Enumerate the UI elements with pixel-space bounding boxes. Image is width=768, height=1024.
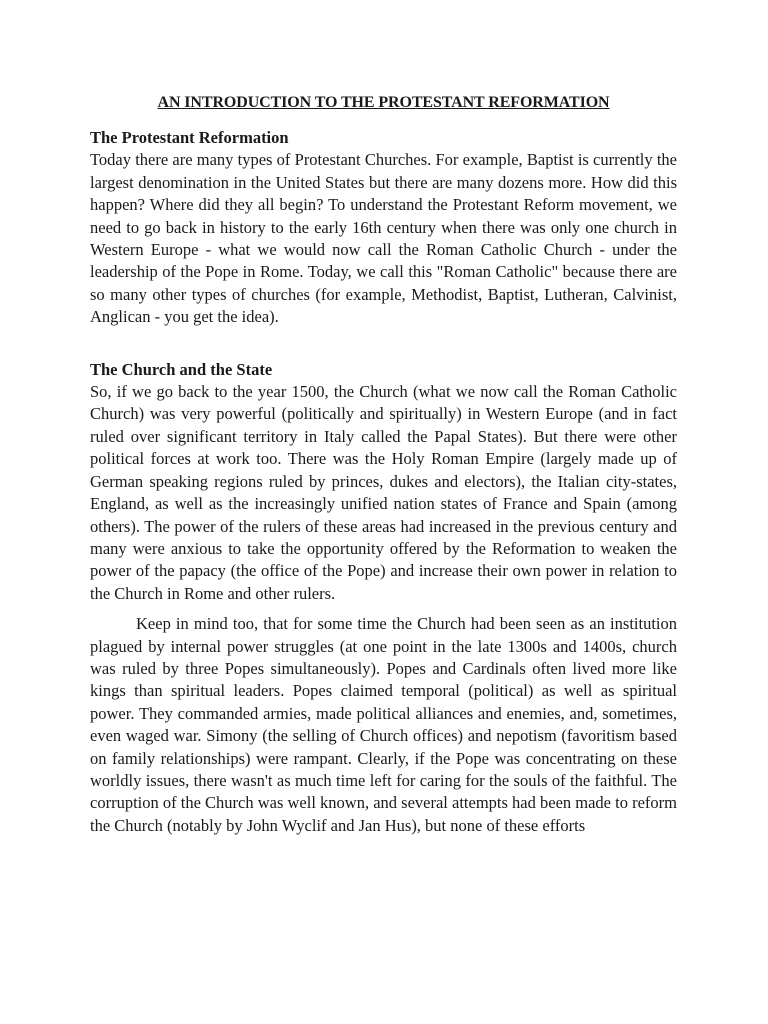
document-body bbox=[90, 92, 677, 837]
document-title: AN INTRODUCTION TO THE PROTESTANT REFORMATION bbox=[157, 94, 610, 111]
paragraph-protestant-reformation: Today there are many types of Protestant Churches. For example, Baptist is currently the largest denomination in the United States but there are many dozens more. How did this happen? Where did they all begin? To understand the Protestant Reform movement, we need to go back in history to the early 16th century when there was only one church in Western Europe - what we would now call the Roman Catholic Church - under the leadership of the Pope in Rome. Today, we call this "Roman Catholic" because there are so many other types of churches (for example, Methodist, Baptist, Lutheran, Calvinist, Anglican - you get the idea). bbox=[90, 150, 677, 327]
paragraph-spacer bbox=[90, 605, 677, 613]
section-spacer bbox=[90, 329, 677, 359]
section-heading-protestant-reformation: The Protestant Reformation bbox=[90, 128, 289, 147]
paragraph-church-and-state-1: So, if we go back to the year 1500, the Church (what we now call the Roman Catholic Church) was very powerful (politically and spiritually) in Western Europe (and in fact ruled over significant territory in Italy called the Papal States). But there were other political forces at work too. There was the Holy Roman Empire (largely made up of German speaking regions ruled by princes, dukes and electors), the Italian city-states, England, as well as the increasingly unified nation states of France and Spain (among others). The power of the rulers of these areas had increased in the previous century and many were anxious to take the opportunity offered by the Reformation to weaken the power of the papacy (the office of the Pope) and increase their own power in relation to the Church in Rome and other rulers. bbox=[90, 382, 677, 603]
paragraph-church-and-state-2: Keep in mind too, that for some time the Church had been seen as an institution plagued by internal power struggles (at one point in the late 1300s and 1400s, church was ruled by three Popes simultaneously). Popes and Cardinals often lived more like kings than spiritual leaders. Popes claimed temporal (political) as well as spiritual power. They commanded armies, made political alliances and enemies, and, sometimes, even waged war. Simony (the selling of Church offices) and nepotism (favoritism based on family relationships) were rampant. Clearly, if the Pope was concentrating on these worldly issues, there wasn't as much time left for caring for the souls of the faithful. The corruption of the Church was well known, and several attempts had been made to reform the Church (notably by John Wyclif and Jan Hus), but none of these efforts bbox=[90, 614, 677, 835]
section-heading-church-and-state: The Church and the State bbox=[90, 359, 273, 379]
